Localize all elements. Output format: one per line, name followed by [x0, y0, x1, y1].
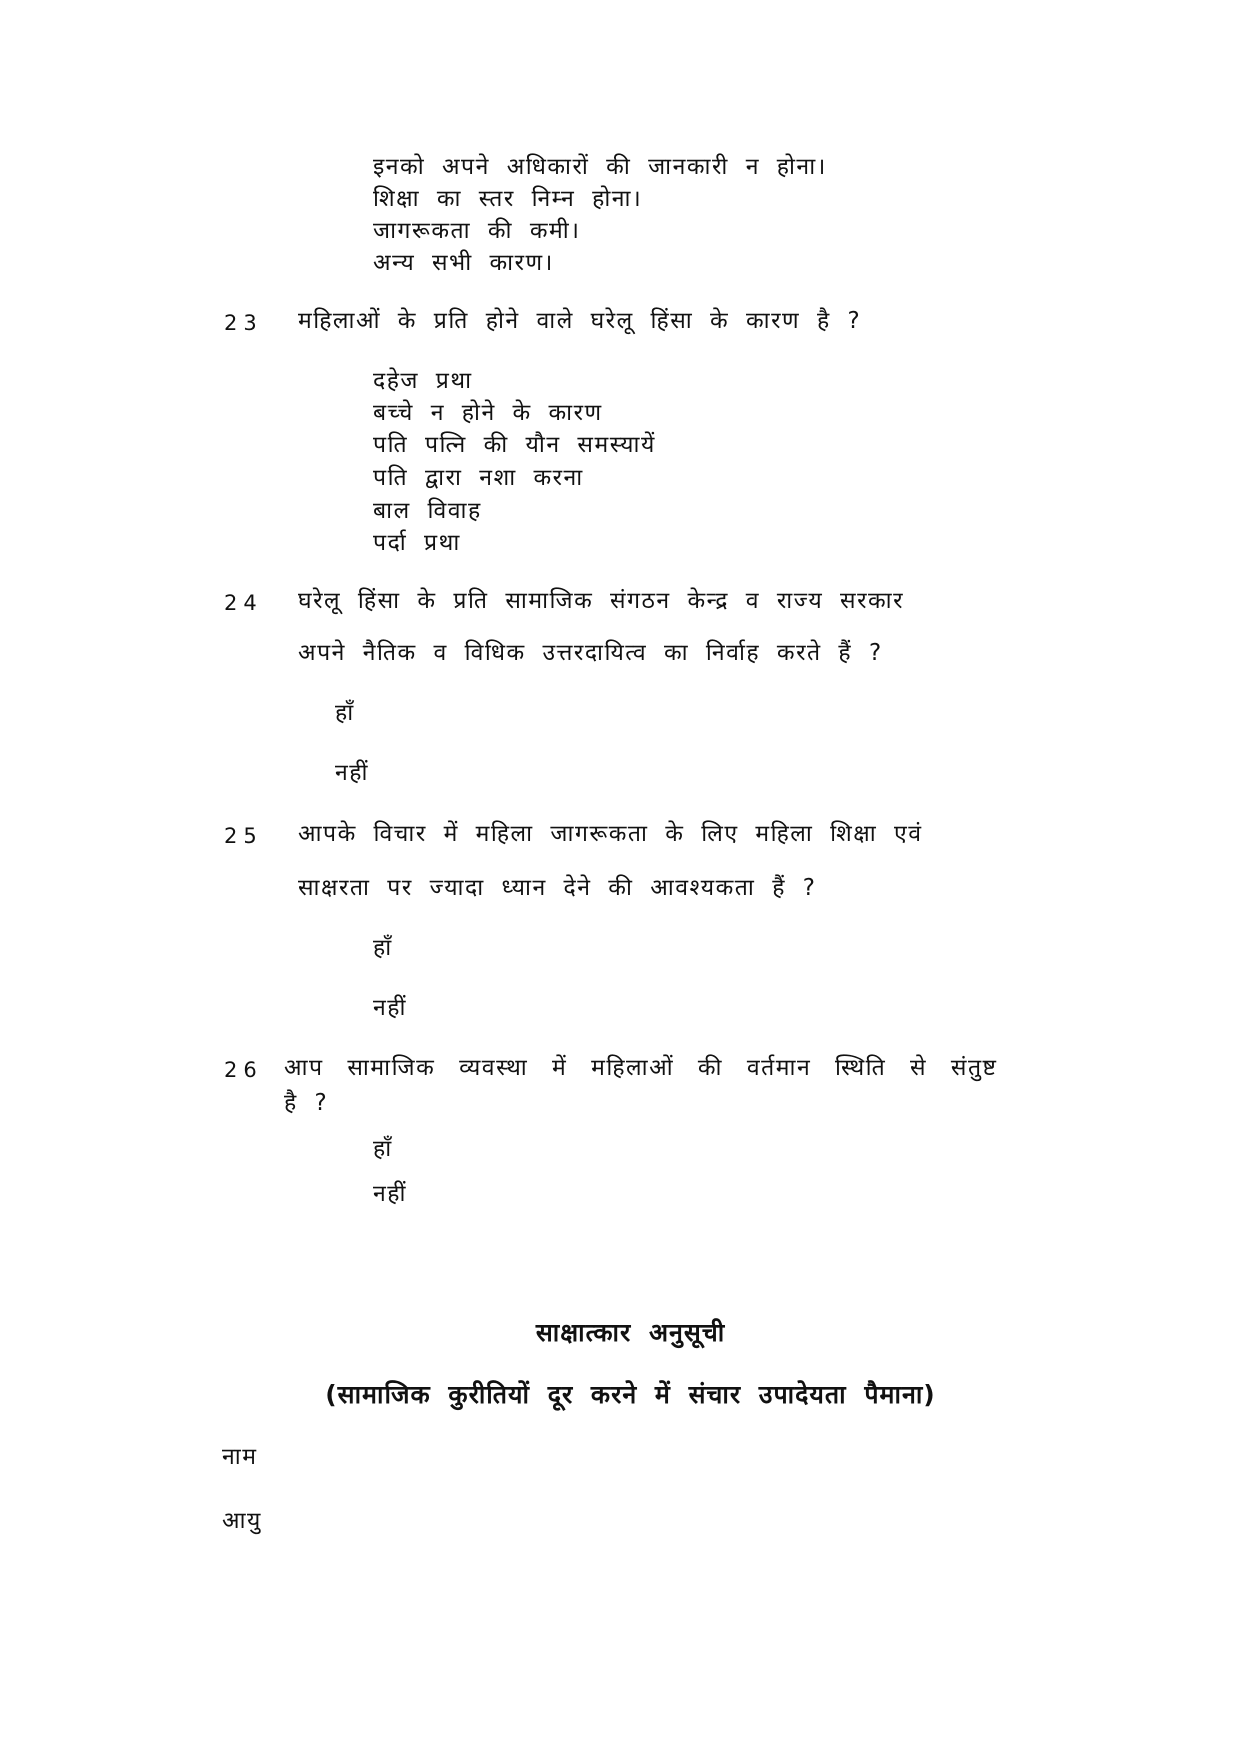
- question-23-option-6: पर्दा प्रथा: [373, 530, 461, 556]
- question-23-option-5: बाल विवाह: [373, 498, 482, 524]
- field-age-label: आयु: [222, 1508, 262, 1534]
- question-24-text-line2: अपने नैतिक व विधिक उत्तरदायित्व का निर्वाह करते हैं ?: [298, 640, 883, 666]
- question-24-number: 24: [224, 591, 263, 615]
- prev-option-4: अन्य सभी कारण।: [373, 250, 554, 276]
- question-24-option-yes: हाँ: [335, 700, 355, 726]
- question-23-option-3: पति पत्नि की यौन समस्यायें: [373, 432, 656, 458]
- prev-option-1: इनको अपने अधिकारों की जानकारी न होना।: [373, 154, 827, 180]
- question-26-option-yes: हाँ: [373, 1136, 393, 1162]
- question-25-number: 25: [224, 824, 263, 848]
- question-25-option-no: नहीं: [373, 995, 407, 1021]
- question-24-text-line1: घरेलू हिंसा के प्रति सामाजिक संगठन केन्द्र व राज्य सरकार: [298, 588, 905, 614]
- question-23-option-2: बच्चे न होने के कारण: [373, 400, 603, 426]
- question-26-number: 26: [224, 1058, 263, 1082]
- prev-option-3: जागरूकता की कमी।: [373, 218, 581, 244]
- question-23-option-4: पति द्वारा नशा करना: [373, 465, 584, 491]
- question-23-text: महिलाओं के प्रति होने वाले घरेलू हिंसा के कारण है ?: [298, 308, 862, 334]
- question-24-option-no: नहीं: [335, 760, 369, 786]
- field-name-label: नाम: [222, 1444, 258, 1470]
- question-26-text-line2: है ?: [284, 1090, 329, 1116]
- question-23-option-1: दहेज प्रथा: [373, 368, 473, 394]
- schedule-subtitle: (सामाजिक कुरीतियों दूर करने में संचार उपादेयता पैमाना): [325, 1380, 936, 1409]
- question-26-text-line1: आप सामाजिक व्यवस्था में महिलाओं की वर्तमान स्थिति से संतुष्ट: [284, 1055, 998, 1081]
- question-25-text-line2: साक्षरता पर ज्यादा ध्यान देने की आवश्यकता हैं ?: [298, 875, 817, 901]
- question-26-option-no: नहीं: [373, 1181, 407, 1207]
- question-23-number: 23: [224, 311, 263, 335]
- schedule-title: साक्षात्कार अनुसूची: [535, 1318, 726, 1347]
- question-25-text-line1: आपके विचार में महिला जागरूकता के लिए महिला शिक्षा एवं: [298, 821, 923, 847]
- prev-option-2: शिक्षा का स्तर निम्न होना।: [373, 186, 643, 212]
- question-25-option-yes: हाँ: [373, 935, 393, 961]
